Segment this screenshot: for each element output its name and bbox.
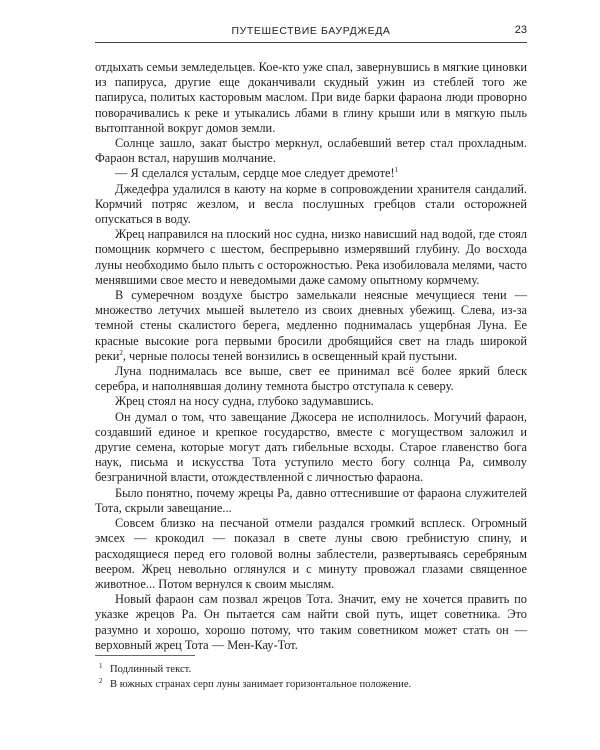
paragraph: отдыхать семьи земледельцев. Кое-кто уже спал, завернувшись в мягкие циновки из папируса, другие еще доканчивали скудный ужин из стеблей того же папируса, политых касторовым маслом. При виде барки фараона люди проворно поворачивались к реке и утыкались лбами в глину крыши или в мягкую пыль вытоптанной вокруг домов земли. (95, 60, 527, 135)
body-text (95, 60, 527, 653)
footnote-divider (95, 655, 195, 656)
paragraph: Жрец стоял на носу судна, глубоко задумавшись. (115, 394, 374, 409)
paragraph-text: , черные полосы теней вонзились в освещенный край пустыни. (122, 348, 458, 363)
footnote-mark: 1 (99, 662, 103, 670)
footnotes (95, 662, 527, 692)
footnote-text: Подлинный текст. (110, 664, 192, 675)
paragraph: Жрец направился на плоский нос судна, низко нависший над водой, где стоял помощник кормчего с шестом, беспрерывно измерявший глубину. До восхода луны необходимо было плыть с осторожностью. Река изобиловала мелями, часто менявшими свое место и неведомыми даже самому опытному кормчему. (95, 227, 527, 287)
paragraph: Солнце зашло, закат быстро меркнул, ослабевший ветер стал прохладным. Фараон встал, нарушив молчание. (95, 136, 527, 166)
footnote (95, 662, 527, 677)
footnote-mark: 2 (99, 677, 103, 685)
footnote-ref[interactable]: 1 (394, 166, 399, 175)
footnote-text: В южных странах серп луны занимает горизонтальное положение. (110, 679, 412, 690)
paragraph-text: В сумеречном воздухе быстро замелькали неясные мечущиеся тени — множество летучих мышей вылетело из своих дневных убежищ. Слева, из-за темной стены скалистого берега, медленно поднималась ущербная Луна. Ее красные высокие рога первыми бросили дробящийся свет на гладь широкой реки (95, 288, 527, 363)
paragraph: Джедефра удалился в каюту на корме в сопровождении хранителя сандалий. Кормчий потряс жезлом, и весла послушных гребцов стали осторожней опускаться в воду. (95, 181, 527, 227)
paragraph: Новый фараон сам позвал жрецов Тота. Значит, ему не хочется править по указке жрецов Ра. Он пытается сам найти свой путь, ищет советника. Это разумно и хорошо, хорошо потому, что таким советником может стать он — верховный жрец Тота — Мен-Кау-Тот. (95, 592, 527, 652)
paragraph (95, 166, 527, 181)
book-title: ПУТЕШЕСТВИЕ БАУРДЖЕДА (231, 25, 391, 37)
paragraph: Луна поднималась все выше, свет ее принимал всё более яркий блеск серебра, и наполнявшая долину темнота быстро отступала к северу. (95, 364, 527, 394)
paragraph-text: — Я сделался усталым, сердце мое следует дремоте! (115, 166, 395, 181)
page-number: 23 (514, 24, 527, 36)
running-header (95, 24, 527, 43)
paragraph (95, 288, 527, 364)
paragraph: Он думал о том, что завещание Джосера не исполнилось. Могучий фараон, создавший единое и крепкое государство, вместе с могуществом заложил и другие семена, которые могут дать гибельные всходы. Старое главенство бога наук, письма и искусства Тота уступило место богу солнца Ра, символу безграничной власти, отождествленной с личностью фараона. (95, 409, 527, 485)
paragraph: Совсем близко на песчаной отмели раздался громкий всплеск. Огромный эмсех — крокодил — показал в свете луны свою гребнистую спину, и расходящиеся перед его головой волны заблестели, развертываясь серебряным веером. Жрец невольно оглянулся и с минуту провожал глазами священное животное... Потом вернулся к своим мыслям. (95, 516, 527, 591)
footnote (95, 677, 527, 692)
paragraph: Было понятно, почему жрецы Ра, давно оттеснившие от фараона служителей Тота, скрыли завещание... (95, 485, 527, 515)
footnote-ref[interactable]: 2 (119, 348, 123, 357)
